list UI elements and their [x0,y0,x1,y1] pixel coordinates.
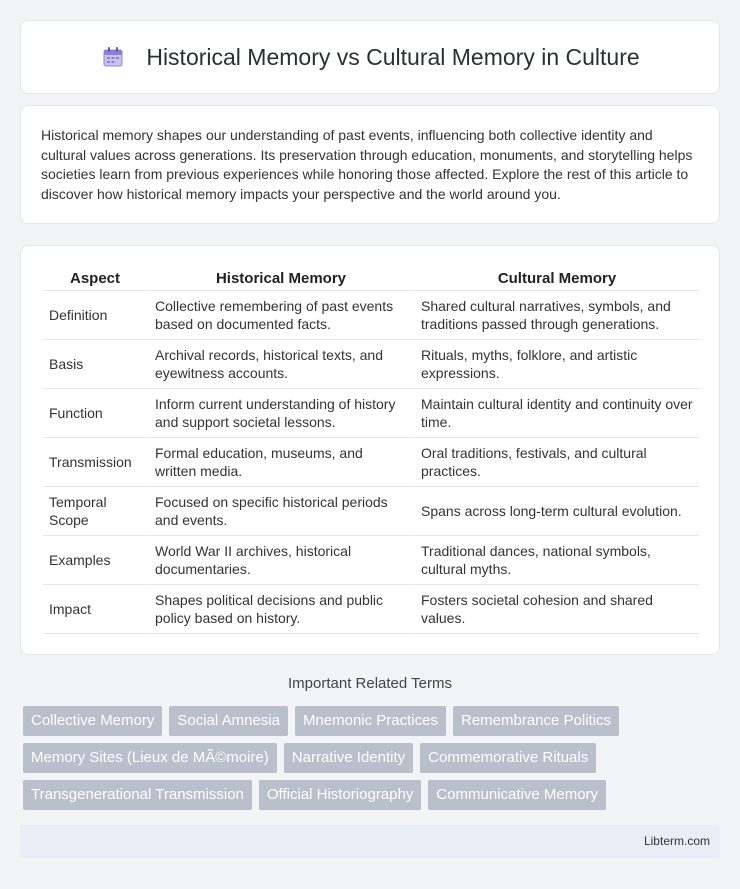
row-aspect: Transmission [43,438,147,487]
calendar-icon [100,44,126,70]
row-historical: Focused on specific historical periods and events. [147,487,413,536]
related-term-tag[interactable]: Mnemonic Practices [295,706,446,736]
related-term-tag[interactable]: Remembrance Politics [453,706,619,736]
table-row [43,291,699,340]
related-term-tag[interactable]: Social Amnesia [169,706,288,736]
row-aspect: Impact [43,585,147,634]
row-cultural: Traditional dances, national symbols, cultural myths. [413,536,699,585]
row-historical: Archival records, historical texts, and eyewitness accounts. [147,340,413,389]
row-historical: Collective remembering of past events based on documented facts. [147,291,413,340]
row-cultural: Shared cultural narratives, symbols, and traditions passed through generations. [413,291,699,340]
related-term-tag[interactable]: Communicative Memory [428,780,606,810]
related-term-tag[interactable]: Collective Memory [23,706,162,736]
related-term-tag[interactable]: Narrative Identity [284,743,413,773]
row-aspect: Definition [43,291,147,340]
related-term-tag[interactable]: Official Historiography [259,780,421,810]
related-term-tag[interactable]: Memory Sites (Lieux de MÃ©moire) [23,743,277,773]
related-terms-list [23,706,723,817]
header-cultural-memory: Cultural Memory [413,266,699,291]
table-row [43,389,699,438]
row-aspect: Temporal Scope [43,487,147,536]
header-aspect: Aspect [43,266,147,291]
table-row [43,585,699,634]
intro-card [20,105,720,224]
row-historical: Inform current understanding of history and support societal lessons. [147,389,413,438]
title-card [20,20,720,94]
related-terms-title: Important Related Terms [288,675,452,692]
table-header-row [43,266,699,291]
row-aspect: Examples [43,536,147,585]
header-historical-memory: Historical Memory [147,266,413,291]
row-cultural: Spans across long-term cultural evolution. [413,487,699,536]
table-row [43,340,699,389]
footer [20,825,720,858]
row-aspect: Basis [43,340,147,389]
row-historical: Shapes political decisions and public policy based on history. [147,585,413,634]
row-cultural: Oral traditions, festivals, and cultural practices. [413,438,699,487]
page-title: Historical Memory vs Cultural Memory in Culture [146,43,640,70]
related-term-tag[interactable]: Transgenerational Transmission [23,780,252,810]
footer-site-link[interactable]: Libterm.com [643,834,710,848]
row-cultural: Rituals, myths, folklore, and artistic expressions. [413,340,699,389]
row-historical: Formal education, museums, and written media. [147,438,413,487]
comparison-table-card [20,245,720,655]
row-cultural: Maintain cultural identity and continuity over time. [413,389,699,438]
row-aspect: Function [43,389,147,438]
intro-text: Historical memory shapes our understanding of past events, influencing both collective identity and cultural values across generations. Its preservation through education, monuments, and storytelling helps societies learn from previous experiences while honoring those affected. Explore the rest of this article to discover how historical memory impacts your perspective and the world around you. [41,127,693,202]
table-row [43,536,699,585]
row-cultural: Fosters societal cohesion and shared values. [413,585,699,634]
comparison-table [43,266,699,634]
table-row [43,438,699,487]
table-row [43,487,699,536]
row-historical: World War II archives, historical documentaries. [147,536,413,585]
related-term-tag[interactable]: Commemorative Rituals [420,743,596,773]
